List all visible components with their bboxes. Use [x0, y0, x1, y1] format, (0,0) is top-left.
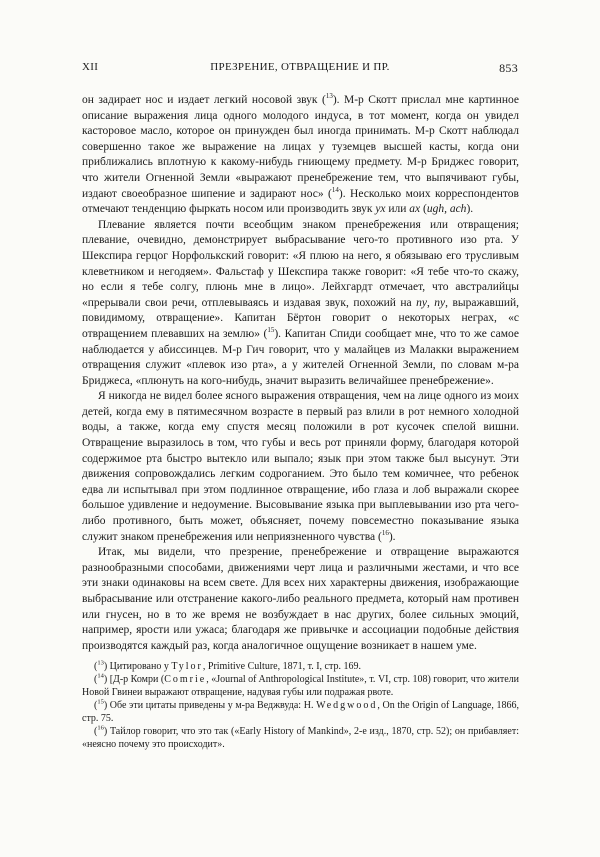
text-run: ). М-р Скотт прислал мне картинное описание выражения лица одного молодого индуса, в тот момент, когда он увидел касторовое масло, которое он принужден был иногда принимать. М-р Скотт наблюдал совершенно такое же выражение на лицах у туземцев высшей касты, когда они приближались вплотную к какому-нибудь гниющему предмету. М-р Бриджес говорит, что жители Огненной Земли «выражают пренебрежение тем, что выпячивают губы, издают своеобразное шипение и задирают нос» ( [82, 94, 519, 200]
footnote-14 [82, 673, 519, 699]
text-run: ). [466, 203, 474, 216]
running-header [82, 61, 518, 77]
footnote-16 [82, 725, 519, 751]
footnote-ref: 14 [331, 185, 339, 194]
paragraph-2 [82, 218, 519, 390]
footnote-ref: 14 [97, 673, 104, 681]
text-run: , Primitive Culture, 1871, т. I, стр. 169. [202, 661, 361, 673]
footnote-ref: 13 [325, 92, 333, 101]
italic-term: ух [375, 203, 386, 216]
text-run: ( [94, 661, 98, 673]
text-run: ) [Д-р Комри ( [103, 674, 165, 686]
page-number: 853 [499, 61, 518, 75]
text-run: ( [420, 203, 427, 216]
footnote-13 [82, 660, 519, 673]
paragraph-4 [82, 545, 519, 654]
footnote-ref: 13 [97, 660, 104, 668]
running-title: ПРЕЗРЕНИЕ, ОТВРАЩЕНИЕ И ПР. [210, 61, 390, 73]
text-run: Плевание является почти всеобщим знаком пренебрежения или отвращения; плевание, очевидно, демонстрирует выбрасывание чего-то противного изо рта. У Шекспира герцог Норфолькский говорит: «Я плюю на него, я обязываю его трусливым клеветником и негодяем». Фальстаф у Шекспира также говорит: «Я тебе что-то скажу, но если я тебе солгу, плюнь мне в лицо». Лейхгардт отмечает, что австралийцы «прерывали свои речи, отплевываясь и издавая звук, похожий на [82, 218, 519, 309]
text-run: Я никогда не видел более ясного выражения отвращения, чем на лице одного из моих детей, когда ему в пятимесячном возрасте в первый раз влили в рот немного холодной воды, а также, когда ему спустя месяц положили в рот кусочек спелой вишни. Отвращение выразилось в том, что губы и весь рот приняли форму, благодаря которой содержимое рта быстро вытекло или выпало; язык при этом также был высунут. Эти движения сопровождались легким содроганием. Это было тем комичнее, что ребенок едва ли испытывал при этом подлинное отвращение, ибо глаза и лоб выражали скорее большое удивление и недоумение. Высовывание языка при выплевывании изо рта чего-либо противного, быть может, объясняет, почему повсеместно показывание языка служит знаком пренебрежения или неприязненного чувства ( [82, 390, 519, 543]
main-text [82, 93, 519, 751]
footnote-15 [82, 699, 519, 725]
paragraph-3 [82, 389, 519, 545]
text-run: , «Journal of Anthropological Institute», т. VI, стр. 108) говорит, что жители Новой Гвинеи выражают отвращение, надувая губы или подражая рвоте. [82, 674, 519, 699]
italic-term: ugh, ach [426, 203, 467, 216]
italic-term: пу [434, 296, 446, 309]
footnotes [82, 660, 519, 751]
text-run: , [426, 296, 435, 309]
footnote-ref: 15 [267, 326, 275, 335]
text-run: ( [94, 674, 98, 686]
text-run: , On the Origin of Language, 1866, стр. 75. [82, 700, 519, 725]
text-run: ) Обе эти цитаты приведены у м-ра Веджвуда: H. [103, 700, 317, 712]
spaced-name: Comrie [164, 674, 207, 686]
italic-term: ах [409, 203, 421, 216]
text-run: ) Цитировано у [103, 661, 172, 673]
text-run: ). Капитан Спиди сообщает мне, что то же самое наблюдается у абиссинцев. М-р Гич говорит, что у малайцев из Малакки выражением отвращения служит «плевок изо рта», а у жителей Огненной Земли, по словам м-ра Бриджеса, «плюнуть на кого-нибудь, значит выразить величайшее пренебрежение». [82, 327, 519, 387]
footnote-ref: 16 [381, 528, 389, 537]
text-run: или [385, 203, 410, 216]
spaced-name: Wedgwood [316, 700, 378, 712]
footnote-ref: 16 [97, 725, 104, 733]
text-run: Итак, мы видели, что презрение, пренебрежение и отвращение выражаются разнообразными способами, движениями черт лица и различными жестами, и что все эти знаки одинаковы на всем свете. Для всех них характерны движения, изображающие выбрасывание или отстранение какого-либо реального предмета, который нам противен или гнусен, но в то же время не возбуждает в нас других, более сильных эмоций, например, ярости или ужаса; благодаря же привычке и ассоциации подобные действия производятся каждый раз, когда аналогичное ощущение возникает в нашем уме. [82, 546, 519, 652]
chapter-number: XII [82, 61, 99, 73]
spaced-name: Tylor [171, 661, 203, 673]
text-run: ) Тайлор говорит, что это так («Early History of Mankind», 2-е изд., 1870, стр. 52); он прибавляет: «неясно почему это происходит». [82, 726, 519, 751]
paragraph-1 [82, 93, 519, 218]
text-run: , выражавший, повидимому, отвращение». Капитан Бёртон говорит о некоторых неграх, «с отвращением плевавших на землю» ( [82, 296, 520, 340]
text-run: ( [94, 700, 98, 712]
text-run: ). [388, 530, 396, 543]
footnote-ref: 15 [97, 699, 104, 707]
text-run: ( [94, 726, 98, 738]
text-run: он задирает нос и издает легкий носовой звук ( [82, 94, 326, 106]
italic-term: пу [416, 296, 427, 309]
text-run: ). Несколько моих корреспондентов отмечают тенденцию фыркать носом или производить звук [82, 187, 519, 216]
